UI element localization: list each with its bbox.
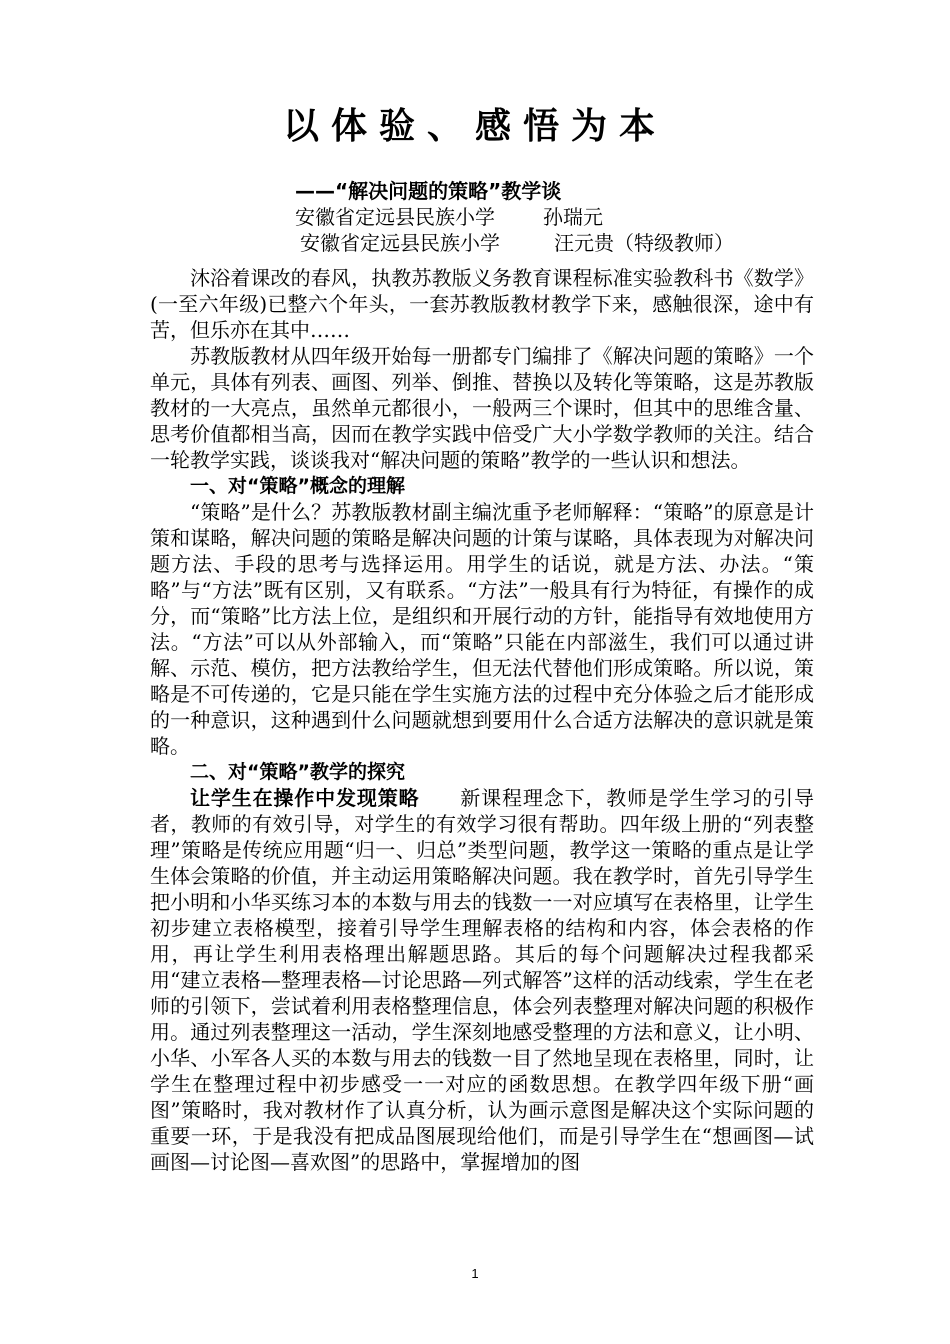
document-title: 以体验、感悟为本	[282, 106, 667, 147]
document-subtitle: ——“解决问题的策略”教学谈	[295, 179, 562, 203]
author-name: 孙瑞元	[543, 205, 603, 229]
author-school: 安徽省定远县民族小学	[295, 205, 495, 229]
section-heading-1: 一、对“策略”概念的理解	[190, 475, 405, 497]
author-school: 安徽省定远县民族小学	[300, 231, 500, 255]
section-1-paragraph: “策略”是什么？苏教版教材副主编沈重予老师解释：“策略”的原意是计策和谋略，解决问题的策略是解决问题的计策与谋略，具体表现为对解决问题方法、手段的思考与选择运用。用学生的话说，就是方法、办法。“策略”与“方法”既有区别，又有联系。“方法”一般具有行为特征，有操作的成分，而“策略”比方法上位，是组织和开展行动的方针，能指导有效地使用方法。“方法”可以从外部输入，而“策略”只能在内部滋生，我们可以通过讲解、示范、模仿，把方法教给学生，但无法代替他们形成策略。所以说，策略是不可传递的，它是只能在学生实施方法的过程中充分体验之后才能形成的一种意识，这种遇到什么问题就想到要用什么合适方法解决的意识就是策略。	[150, 500, 814, 758]
section-2-text: 新课程理念下，教师是学生学习的引导者，教师的有效引导，对学生的有效学习很有帮助。四年级上册的“列表整理”策略是传统应用题“归一、归总”类型问题，教学这一策略的重点是让学生体会策略的价值，并主动运用策略解决问题。我在教学时，首先引导学生把小明和小华买练习本的本数与用去的钱数一一对应填写在表格里，让学生初步建立表格模型，接着引导学生理解表格的结构和内容，体会表格的作用，再让学生利用表格理出解题思路。其后的每个问题解决过程我都采用“建立表格—整理表格—讨论思路—列式解答”这样的活动线索，学生在老师的引领下，尝试着利用表格整理信息，体会列表整理对解决问题的积极作用。通过列表整理这一活动，学生深刻地感受整理的方法和意义，让小明、小华、小军各人买的本数与用去的钱数一目了然地呈现在表格里，同时，让学生在整理过程中初步感受一一对应的函数思想。在教学四年级下册“画图”策略时，我对教材作了认真分析，认为画示意图是解决这个实际问题的重要一环，于是我没有把成品图展现给他们，而是引导学生在“想画图—试画图—讨论图—喜欢图”的思路中，掌握增加的图	[150, 786, 815, 1174]
document-body	[150, 265, 814, 1175]
intro-paragraph-2: 苏教版教材从四年级开始每一册都专门编排了《解决问题的策略》一个单元，具体有列表、画图、列举、倒推、替换以及转化等策略，这是苏教版教材的一大亮点，虽然单元都很小，一般两三个课时，但其中的思维含量、思考价值都相当高，因而在教学实践中倍受广大小学数学教师的关注。结合一轮教学实践，谈谈我对“解决问题的策略”教学的一些认识和想法。	[150, 344, 814, 472]
section-heading-2: 二、对“策略”教学的探究	[190, 761, 405, 783]
section-2-paragraph	[150, 785, 814, 1175]
page-number: 1	[471, 1266, 479, 1281]
author-line-1	[295, 204, 603, 230]
section-2-lead: 让学生在操作中发现策略	[190, 786, 420, 810]
author-line-2	[300, 230, 734, 256]
author-name: 汪元贵（特级教师）	[554, 231, 734, 255]
intro-paragraph-1: 沐浴着课改的春风，执教苏教版义务教育课程标准实验教科书《数学》(一至六年级)已整六个年头，一套苏教版教材教学下来，感触很深，途中有苦，但乐亦在其中……	[150, 266, 814, 342]
